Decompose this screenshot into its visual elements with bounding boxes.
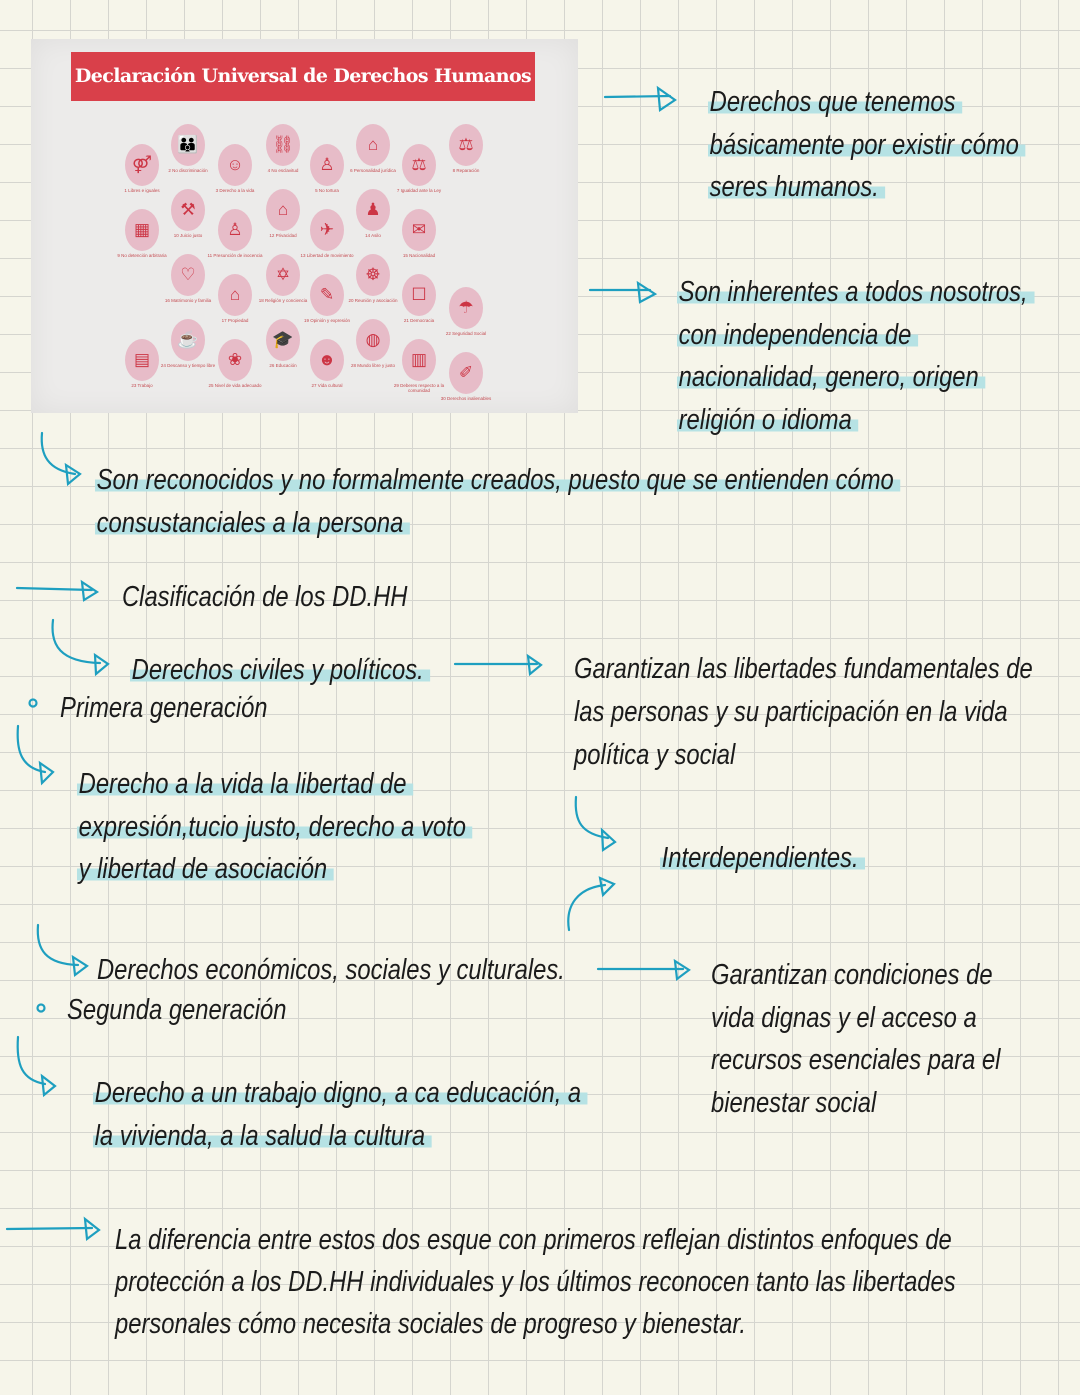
recognized-line: consustanciales a la persona	[95, 505, 410, 541]
right-label: 22 Seguridad Social	[445, 330, 487, 336]
second-generation-name: Derechos económicos, sociales y culturales.	[97, 954, 565, 986]
right-label: 15 Nacionalidad	[402, 253, 436, 258]
right-label: 5 No tortura	[315, 188, 339, 193]
bullet-icon	[38, 1005, 45, 1012]
right-icon: ✡	[266, 254, 300, 296]
second-purpose-line: Garantizan condiciones de	[711, 959, 993, 991]
arrow-icon	[590, 283, 655, 302]
right-icon: ✉	[402, 209, 436, 251]
difference-line: La diferencia entre estos dos esque con primeros reflejan distintos enfoques de	[115, 1224, 952, 1256]
second-generation-label: Segunda generación	[67, 994, 287, 1026]
arrow-icon	[598, 961, 689, 979]
right-label: 4 No esclavitud	[267, 168, 299, 173]
right-icon: ✎	[310, 274, 344, 316]
first-generation-name: Derechos civiles y políticos.	[130, 652, 430, 688]
definition-line: Derechos que tenemos	[708, 84, 962, 120]
infographic-title: Declaración Universal de Derechos Humanos	[71, 52, 535, 101]
second-purpose-line: recursos esenciales para el	[711, 1044, 1001, 1076]
second-purpose-line: bienestar social	[711, 1087, 877, 1119]
curved-arrow-icon	[53, 620, 108, 674]
right-label: 17 Propiedad	[221, 318, 249, 323]
first-examples-line: y libertad de asociación	[77, 851, 334, 887]
inherent-line: religión o idioma	[677, 402, 858, 438]
first-purpose-line: Garantizan las libertades fundamentales de	[574, 653, 1033, 685]
right-label: 20 Reunión y asociación	[348, 298, 398, 303]
right-icon: ✈	[310, 209, 344, 251]
curved-arrow-icon	[38, 925, 87, 975]
right-label: 1 Libres e iguales	[124, 188, 160, 193]
right-label: 29 Deberes respecto a la comunidad	[393, 383, 445, 393]
right-label: 18 Religión y conciencia	[258, 298, 308, 303]
right-label: 16 Matrimonio y familia	[164, 298, 212, 303]
curved-arrow-icon	[576, 797, 615, 850]
right-icon: ☸	[356, 254, 390, 296]
right-icon: ▤	[125, 339, 159, 381]
right-label: 13 Libertad de movimiento	[300, 253, 354, 258]
difference-line: personales cómo necesita sociales de progreso y bienestar.	[115, 1308, 746, 1340]
curved-arrow-icon	[42, 433, 80, 484]
inherent-line: con independencia de	[677, 317, 918, 353]
right-label: 21 Democracia	[403, 318, 435, 323]
right-label: 27 Vida cultural	[311, 383, 343, 388]
right-label: 2 No discriminación	[168, 168, 208, 173]
right-label: 12 Privacidad	[269, 233, 297, 238]
second-examples-line: la vivienda, a la salud la cultura	[93, 1118, 432, 1154]
bullet-icon	[30, 700, 37, 707]
curved-arrow-icon	[18, 726, 53, 783]
right-icon: ⌂	[266, 189, 300, 231]
right-icon: ⌂	[356, 124, 390, 166]
second-examples-line: Derecho a un trabajo digno, a ca educación, a	[93, 1075, 588, 1111]
right-label: 26 Educación	[269, 363, 297, 368]
right-label: 28 Mundo libre y justo	[350, 363, 396, 368]
arrow-icon	[17, 582, 97, 600]
right-icon: 👪	[171, 124, 205, 166]
right-icon: ☂	[449, 287, 483, 329]
inherent-line: Son inherentes a todos nosotros,	[677, 274, 1034, 310]
right-icon: 🎓	[266, 319, 300, 361]
inherent-line: nacionalidad, genero, origen	[677, 359, 985, 395]
right-icon: ⌂	[218, 274, 252, 316]
right-icon: ♡	[171, 254, 205, 296]
first-examples-line: Derecho a la vida la libertad de	[77, 766, 413, 802]
right-icon: ▦	[125, 209, 159, 251]
right-icon: ♟	[356, 189, 390, 231]
right-label: 23 Trabajo	[131, 383, 153, 388]
right-label: 30 Derechos inalienables	[440, 395, 492, 401]
interdependent-label: Interdependientes.	[660, 840, 865, 876]
right-icon: ☻	[310, 339, 344, 381]
first-purpose-line: las personas y su participación en la vida	[574, 696, 1008, 728]
right-icon: ⛓	[266, 124, 300, 166]
curved-arrow-icon	[18, 1037, 55, 1095]
right-label: 10 Juicio justo	[173, 233, 203, 238]
first-generation-label: Primera generación	[60, 692, 268, 724]
right-label: 6 Personalidad jurídica	[350, 168, 396, 173]
first-examples-line: expresión,tucio justo, derecho a voto	[77, 809, 473, 845]
right-label: 14 Asilo	[365, 233, 381, 238]
right-icon: ▥	[402, 339, 436, 381]
first-purpose-line: política y social	[574, 739, 736, 771]
second-purpose-line: vida dignas y el acceso a	[711, 1002, 977, 1034]
curved-arrow-icon	[568, 878, 614, 930]
arrow-icon	[605, 88, 675, 110]
right-icon: ◍	[356, 319, 390, 361]
right-icon: ☐	[402, 274, 436, 316]
right-icon: ⚤	[125, 144, 159, 186]
right-icon: ☺	[218, 144, 252, 186]
right-label: 25 Nivel de vida adecuado	[208, 383, 262, 388]
right-icon: ⚖	[449, 124, 483, 166]
right-icon: ⚖	[402, 144, 436, 186]
right-label: 3 Derecho a la vida	[215, 188, 255, 193]
right-icon: ❀	[218, 339, 252, 381]
arrow-icon	[455, 656, 541, 674]
right-icon: ⚒	[171, 189, 205, 231]
right-label: 9 No detención arbitraria	[117, 253, 167, 258]
classification-title: Clasificación de los DD.HH	[122, 581, 408, 613]
right-label: 8 Reparación	[452, 168, 480, 173]
right-icon: ☕	[171, 319, 205, 361]
definition-line: seres humanos.	[708, 169, 885, 205]
arrow-icon	[7, 1219, 99, 1239]
right-label: 19 Opinión y expresión	[303, 318, 351, 323]
right-icon: ♙	[218, 209, 252, 251]
right-icon: ✐	[449, 352, 483, 394]
right-label: 11 Presunción de inocencia	[207, 253, 263, 258]
right-icon: ♙	[310, 144, 344, 186]
right-label: 7 Igualdad ante la Ley	[396, 188, 442, 193]
right-label: 24 Descanso y tiempo libre	[160, 363, 216, 368]
recognized-line: Son reconocidos y no formalmente creados, puesto que se entienden cómo	[95, 462, 900, 498]
difference-line: protección a los DD.HH individuales y los últimos reconocen tanto las libertades	[115, 1266, 956, 1298]
definition-line: básicamente por existir cómo	[708, 127, 1025, 163]
